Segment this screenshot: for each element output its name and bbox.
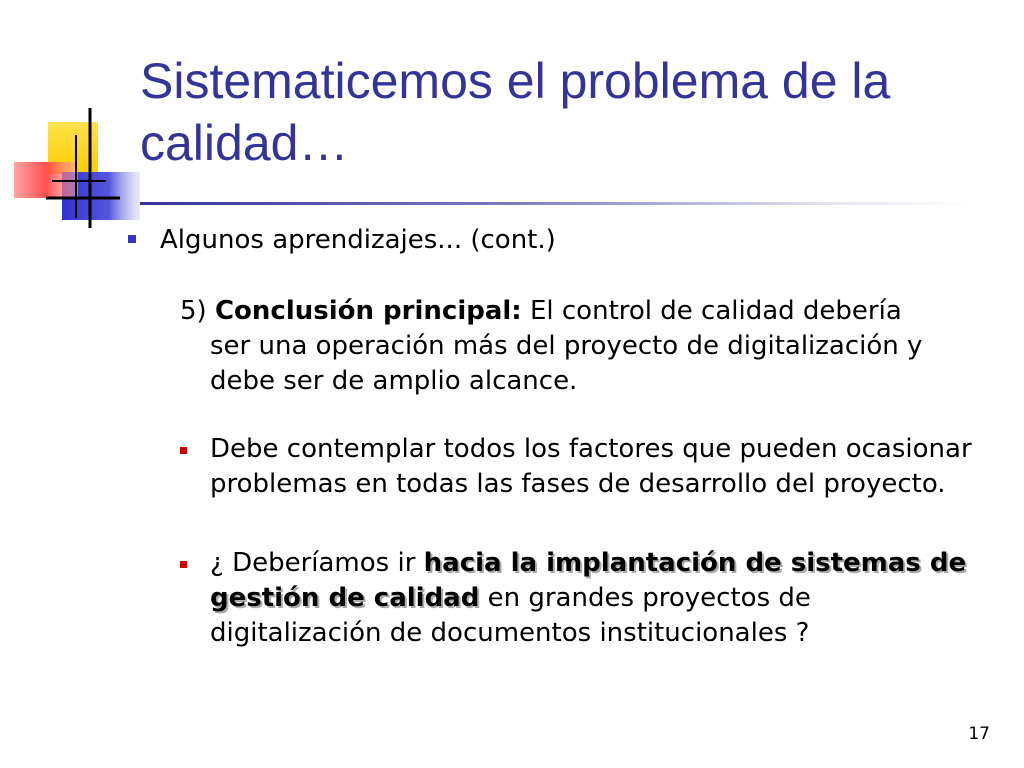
sub-bullet (180, 432, 980, 502)
sub-bullet (180, 546, 980, 651)
overlapping-squares-logo-icon (0, 0, 160, 240)
sub-bullet-text: Debe contemplar todos los factores que pueden ocasionar problemas en todas las fases de desarrollo del proyecto. (210, 434, 972, 499)
page-number: 17 (968, 724, 990, 744)
conclusion-paragraph (180, 294, 950, 399)
main-bullet (128, 222, 988, 258)
red-square-bullet-icon (180, 561, 187, 568)
red-square-bullet-icon (180, 447, 187, 454)
sub-bullet-text (210, 546, 980, 651)
sub-bullet-prefix: ¿ Deberíamos ir (210, 548, 416, 578)
conclusion-text: El control de calidad debería ser una operación más del proyecto de digitalización y debe ser de amplio alcance. (210, 296, 923, 396)
conclusion-number: 5) (180, 296, 207, 326)
main-bullet-text: Algunos aprendizajes... (cont.) (160, 225, 556, 255)
sub-bullet-emphasis: hacia la implantación de sistemas de gestión de calidad (210, 548, 967, 613)
blue-square-bullet-icon (128, 235, 136, 243)
title-divider (140, 202, 970, 205)
sub-bullet-suffix: en grandes proyectos de digitalización de documentos institucionales ? (210, 583, 811, 648)
slide-title: Sistematicemos el problema de la calidad… (140, 53, 891, 171)
conclusion-label: Conclusión principal: (214, 296, 522, 326)
